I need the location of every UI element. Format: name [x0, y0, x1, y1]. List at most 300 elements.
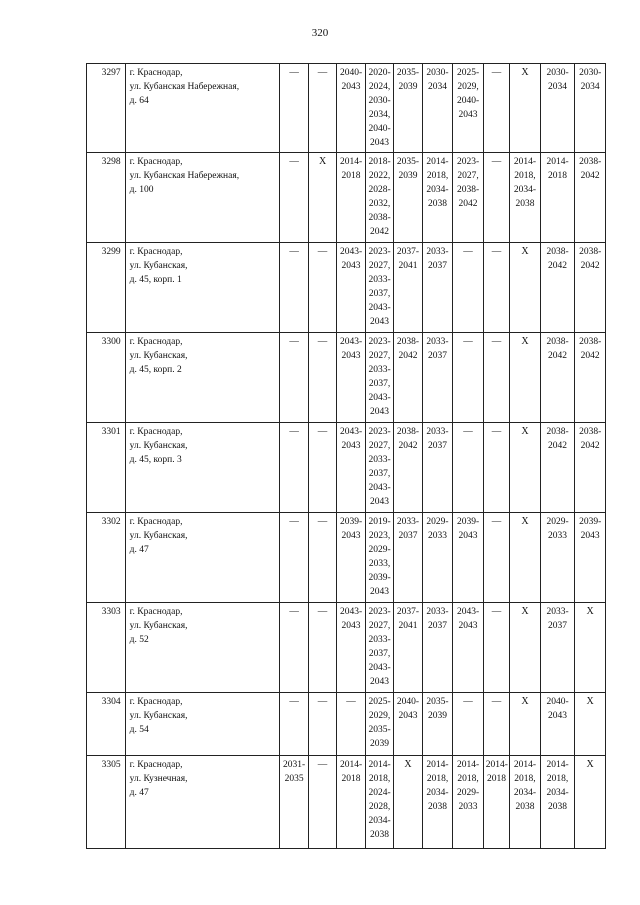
work-period-cell: [308, 603, 336, 693]
work-period-cell: [422, 693, 453, 756]
table-row: [87, 423, 606, 513]
period-line: 2039: [398, 171, 418, 181]
work-period-cell: [422, 603, 453, 693]
address-line: д. 100: [129, 185, 154, 195]
period-line: Х: [586, 606, 594, 617]
period-line: 2039-: [456, 517, 480, 527]
period-line: 2038: [428, 199, 447, 209]
period-line: 2040-: [456, 96, 480, 106]
work-period-cell: [365, 513, 393, 603]
period-line: 2037-: [396, 607, 420, 617]
period-line: 2043: [341, 261, 361, 271]
address-line: д. 52: [129, 635, 149, 645]
period-line: 2030-: [546, 68, 569, 78]
period-line: 2025-: [456, 68, 480, 78]
period-line: 2041: [398, 261, 418, 271]
period-line: 2033-: [426, 607, 449, 617]
address-cell: [125, 603, 280, 693]
address-cell: [125, 64, 280, 153]
period-line: 2014-: [339, 157, 363, 167]
period-line: 2040-: [339, 68, 363, 78]
work-period-cell: [575, 756, 606, 849]
period-line: 2018,: [457, 774, 479, 784]
address-line: ул. Кубанская,: [129, 621, 188, 631]
work-period-cell: [365, 756, 393, 849]
work-period-cell: [308, 513, 336, 603]
period-line: 2014-: [368, 760, 391, 770]
period-line: 2038: [515, 802, 535, 812]
work-period-cell: [337, 64, 365, 153]
period-line: 2030-: [368, 96, 391, 106]
period-line: 2033-: [368, 365, 391, 375]
work-period-cell: [337, 756, 365, 849]
period-line: 2038-: [368, 213, 391, 223]
address-line: д. 64: [129, 96, 149, 106]
table-row: [87, 603, 606, 693]
period-line: 2040-: [546, 697, 569, 707]
period-line: 2014-: [546, 760, 569, 770]
work-period-cell: [422, 423, 453, 513]
work-period-cell: [280, 243, 308, 333]
work-period-cell: [422, 243, 453, 333]
period-line: 2043: [370, 317, 390, 327]
period-line: Х: [521, 606, 529, 617]
table-row: [87, 333, 606, 423]
address-line: г. Краснодар,: [129, 517, 183, 527]
period-line: 2020-: [368, 68, 391, 78]
work-period-cell: [540, 603, 575, 693]
row-number: 3299: [87, 243, 126, 333]
period-line: 2037: [428, 441, 447, 451]
period-line: 2043: [458, 531, 478, 541]
period-line: 2028-: [368, 185, 391, 195]
period-line: 2038-: [396, 337, 420, 347]
work-period-cell: [483, 64, 509, 153]
period-line: 2023-: [368, 247, 391, 257]
period-line: 2037,: [368, 379, 391, 389]
work-period-cell: [280, 333, 308, 423]
period-line: 2037: [428, 261, 447, 271]
period-line: 2033-: [426, 427, 449, 437]
dash-mark: —: [491, 157, 502, 167]
dash-mark: —: [346, 697, 356, 707]
work-period-cell: [453, 243, 484, 333]
period-line: 2014-: [339, 760, 363, 770]
period-line: 2038-: [579, 427, 602, 437]
dash-mark: —: [289, 157, 299, 167]
row-number: 3305: [87, 756, 126, 849]
address-line: ул. Кубанская,: [129, 441, 188, 451]
address-line: д. 47: [129, 545, 149, 555]
work-period-cell: [483, 513, 509, 603]
dash-mark: —: [491, 697, 502, 707]
work-period-cell: [540, 513, 575, 603]
work-period-cell: [540, 64, 575, 153]
dash-mark: —: [317, 760, 328, 770]
period-line: 2042: [580, 441, 600, 451]
period-line: 2038-: [579, 337, 602, 347]
work-period-cell: [453, 693, 484, 756]
address-cell: [125, 513, 280, 603]
period-line: 2027,: [368, 261, 391, 271]
address-line: г. Краснодар,: [129, 607, 183, 617]
period-line: 2042: [458, 199, 478, 209]
period-line: 2043-: [368, 483, 391, 493]
period-line: 2038: [548, 802, 568, 812]
work-period-cell: [483, 243, 509, 333]
work-period-cell: [394, 423, 422, 513]
work-period-cell: [483, 693, 509, 756]
period-line: 2043-: [339, 427, 363, 437]
address-line: д. 45, корп. 3: [129, 455, 182, 465]
period-line: Х: [521, 696, 529, 707]
period-line: 2038-: [456, 185, 480, 195]
work-period-cell: [337, 333, 365, 423]
address-line: ул. Кубанская,: [129, 711, 188, 721]
period-line: 2023-: [368, 607, 391, 617]
work-period-cell: [365, 333, 393, 423]
period-line: 2014-: [426, 157, 449, 167]
period-line: 2039: [370, 739, 390, 749]
work-period-cell: [422, 64, 453, 153]
work-period-cell: [510, 423, 541, 513]
work-period-cell: [575, 693, 606, 756]
work-period-cell: [422, 513, 453, 603]
dash-mark: —: [317, 517, 328, 527]
period-line: 2038: [428, 802, 447, 812]
period-line: 2040-: [396, 697, 420, 707]
period-line: 2034-: [513, 185, 537, 195]
dash-mark: —: [491, 427, 502, 437]
period-line: 2043: [580, 531, 600, 541]
period-line: 2040-: [368, 124, 391, 134]
work-period-cell: [280, 64, 308, 153]
period-line: 2043-: [368, 663, 391, 673]
work-period-cell: [365, 603, 393, 693]
dash-mark: —: [491, 337, 502, 347]
period-line: 2042: [548, 441, 568, 451]
housing-registry-table: [86, 63, 606, 849]
period-line: 2034: [428, 82, 447, 92]
period-line: 2033-: [368, 455, 391, 465]
period-line: 2018,: [514, 774, 536, 784]
period-line: 2027,: [368, 621, 391, 631]
table-row: [87, 153, 606, 243]
work-period-cell: [308, 153, 336, 243]
row-number: 3300: [87, 333, 126, 423]
work-period-cell: [575, 333, 606, 423]
work-period-cell: [365, 64, 393, 153]
period-line: 2034,: [368, 110, 391, 120]
period-line: 2033-: [426, 247, 449, 257]
period-line: 2014-: [546, 157, 569, 167]
work-period-cell: [575, 513, 606, 603]
address-cell: [125, 693, 280, 756]
work-period-cell: [365, 693, 393, 756]
period-line: Х: [586, 759, 594, 770]
period-line: 2018: [487, 774, 506, 784]
dash-mark: —: [289, 607, 299, 617]
period-line: 2043-: [339, 247, 363, 257]
dash-mark: —: [317, 697, 328, 707]
work-period-cell: [540, 423, 575, 513]
period-line: 2018,: [546, 774, 569, 784]
period-line: 2043: [398, 711, 418, 721]
period-line: 2037: [428, 351, 447, 361]
dash-mark: —: [289, 337, 299, 347]
address-line: ул. Кубанская Набережная,: [129, 171, 240, 181]
work-period-cell: [510, 64, 541, 153]
work-period-cell: [280, 423, 308, 513]
period-line: 2018: [341, 774, 361, 784]
work-period-cell: [483, 603, 509, 693]
period-line: 2035-: [426, 697, 449, 707]
period-line: 2024,: [368, 82, 391, 92]
period-line: 2033,: [368, 559, 391, 569]
dash-mark: —: [317, 247, 328, 257]
period-line: 2039-: [368, 573, 391, 583]
period-line: 2034: [548, 82, 568, 92]
work-period-cell: [280, 756, 308, 849]
work-period-cell: [453, 603, 484, 693]
work-period-cell: [483, 423, 509, 513]
work-period-cell: [453, 756, 484, 849]
period-line: 2035: [284, 774, 304, 784]
work-period-cell: [337, 513, 365, 603]
period-line: 2034-: [426, 788, 449, 798]
period-line: 2029-: [368, 545, 391, 555]
address-line: ул. Кузнечная,: [129, 774, 188, 784]
period-line: Х: [586, 696, 594, 707]
table-row: [87, 243, 606, 333]
work-period-cell: [394, 513, 422, 603]
work-period-cell: [575, 243, 606, 333]
period-line: 2014-: [456, 760, 480, 770]
period-line: 2043-: [456, 607, 480, 617]
period-line: 2043: [370, 407, 390, 417]
work-period-cell: [540, 153, 575, 243]
period-line: 2042: [548, 351, 568, 361]
dash-mark: —: [463, 427, 473, 437]
table-row: [87, 513, 606, 603]
work-period-cell: [575, 603, 606, 693]
work-period-cell: [337, 423, 365, 513]
work-period-cell: [510, 603, 541, 693]
period-line: 2029,: [457, 82, 479, 92]
work-period-cell: [280, 153, 308, 243]
address-cell: [125, 423, 280, 513]
address-line: д. 45, корп. 2: [129, 365, 182, 375]
period-line: 2035-: [396, 157, 420, 167]
dash-mark: —: [317, 337, 328, 347]
period-line: 2038-: [579, 157, 602, 167]
period-line: 2038-: [396, 427, 420, 437]
dash-mark: —: [289, 247, 299, 257]
work-period-cell: [453, 513, 484, 603]
dash-mark: —: [463, 697, 473, 707]
address-line: ул. Кубанская Набережная,: [129, 82, 240, 92]
address-line: г. Краснодар,: [129, 427, 183, 437]
dash-mark: —: [491, 68, 502, 78]
period-line: Х: [521, 426, 529, 437]
address-line: д. 54: [129, 725, 149, 735]
work-period-cell: [365, 243, 393, 333]
work-period-cell: [308, 423, 336, 513]
work-period-cell: [453, 333, 484, 423]
dash-mark: —: [463, 247, 473, 257]
period-line: 2034-: [368, 816, 391, 826]
period-line: 2043: [458, 110, 478, 120]
period-line: 2033-: [426, 337, 449, 347]
period-line: 2022,: [368, 171, 391, 181]
period-line: 2038: [370, 830, 390, 840]
table-row: [87, 64, 606, 153]
period-line: 2043: [341, 621, 361, 631]
dash-mark: —: [491, 607, 502, 617]
period-line: 2042: [398, 351, 418, 361]
period-line: 2043-: [368, 303, 391, 313]
period-line: 2023-: [368, 427, 391, 437]
period-line: 2031-: [282, 760, 306, 770]
work-period-cell: [422, 756, 453, 849]
period-line: 2023-: [368, 337, 391, 347]
period-line: 2034-: [513, 788, 537, 798]
address-line: д. 45, корп. 1: [129, 275, 182, 285]
row-number: 3304: [87, 693, 126, 756]
period-line: 2033: [458, 802, 478, 812]
period-line: 2030-: [426, 68, 449, 78]
work-period-cell: [510, 153, 541, 243]
address-cell: [125, 243, 280, 333]
address-line: г. Краснодар,: [129, 247, 183, 257]
address-line: ул. Кубанская,: [129, 261, 188, 271]
work-period-cell: [308, 756, 336, 849]
period-line: 2034: [580, 82, 600, 92]
table-row: [87, 756, 606, 849]
period-line: 2039-: [579, 517, 602, 527]
period-line: Х: [521, 67, 529, 78]
address-line: г. Краснодар,: [129, 337, 183, 347]
period-line: 2019-: [368, 517, 391, 527]
period-line: 2043: [341, 351, 361, 361]
period-line: 2038-: [579, 247, 602, 257]
period-line: 2043-: [339, 337, 363, 347]
work-period-cell: [483, 756, 509, 849]
dash-mark: —: [463, 337, 473, 347]
period-line: 2037-: [396, 247, 420, 257]
period-line: 2039: [398, 82, 418, 92]
period-line: 2043-: [339, 607, 363, 617]
period-line: 2035-: [396, 68, 420, 78]
period-line: 2023-: [456, 157, 480, 167]
address-line: ул. Кубанская,: [129, 531, 188, 541]
dash-mark: —: [289, 68, 299, 78]
period-line: 2033-: [368, 635, 391, 645]
period-line: 2043: [370, 497, 390, 507]
work-period-cell: [337, 693, 365, 756]
work-period-cell: [337, 603, 365, 693]
address-cell: [125, 756, 280, 849]
work-period-cell: [483, 333, 509, 423]
work-period-cell: [308, 243, 336, 333]
period-line: 2043: [341, 441, 361, 451]
period-line: 2035-: [368, 725, 391, 735]
period-line: Х: [318, 156, 327, 167]
period-line: 2043: [341, 531, 361, 541]
work-period-cell: [453, 153, 484, 243]
work-period-cell: [365, 423, 393, 513]
period-line: 2034-: [426, 185, 449, 195]
period-line: 2037,: [368, 649, 391, 659]
period-line: 2027,: [368, 441, 391, 451]
address-line: г. Краснодар,: [129, 157, 183, 167]
period-line: 2029-: [426, 517, 449, 527]
period-line: 2033-: [368, 275, 391, 285]
period-line: 2041: [398, 621, 418, 631]
period-line: 2027,: [368, 351, 391, 361]
row-number: 3298: [87, 153, 126, 243]
address-cell: [125, 153, 280, 243]
work-period-cell: [365, 153, 393, 243]
work-period-cell: [575, 423, 606, 513]
period-line: Х: [521, 336, 529, 347]
work-period-cell: [394, 153, 422, 243]
period-line: 2033-: [546, 607, 569, 617]
work-period-cell: [337, 153, 365, 243]
period-line: 2038: [515, 199, 535, 209]
dash-mark: —: [317, 68, 328, 78]
period-line: 2029-: [546, 517, 569, 527]
period-line: 2042: [580, 261, 600, 271]
period-line: 2033-: [396, 517, 420, 527]
period-line: 2043: [458, 621, 478, 631]
period-line: 2037,: [368, 469, 391, 479]
period-line: 2018-: [368, 157, 391, 167]
period-line: 2037: [548, 621, 568, 631]
address-line: ул. Кубанская,: [129, 351, 188, 361]
period-line: 2018,: [426, 774, 449, 784]
work-period-cell: [280, 513, 308, 603]
work-period-cell: [575, 64, 606, 153]
period-line: 2043-: [368, 393, 391, 403]
work-period-cell: [510, 693, 541, 756]
table-row: [87, 693, 606, 756]
period-line: 2037,: [368, 289, 391, 299]
period-line: 2025-: [368, 697, 391, 707]
address-cell: [125, 333, 280, 423]
work-period-cell: [394, 693, 422, 756]
dash-mark: —: [317, 607, 328, 617]
dash-mark: —: [289, 517, 299, 527]
address-line: г. Краснодар,: [129, 68, 183, 78]
period-line: 2030-: [579, 68, 602, 78]
period-line: 2014-: [513, 157, 537, 167]
period-line: 2034-: [546, 788, 569, 798]
period-line: 2028,: [368, 802, 391, 812]
period-line: 2032,: [368, 199, 391, 209]
work-period-cell: [394, 756, 422, 849]
period-line: Х: [521, 246, 529, 257]
work-period-cell: [394, 333, 422, 423]
work-period-cell: [483, 153, 509, 243]
period-line: 2039: [428, 711, 447, 721]
period-line: 2029,: [368, 711, 391, 721]
period-line: 2014-: [485, 760, 508, 770]
work-period-cell: [453, 423, 484, 513]
work-period-cell: [422, 153, 453, 243]
address-line: г. Краснодар,: [129, 760, 183, 770]
period-line: 2014-: [513, 760, 537, 770]
